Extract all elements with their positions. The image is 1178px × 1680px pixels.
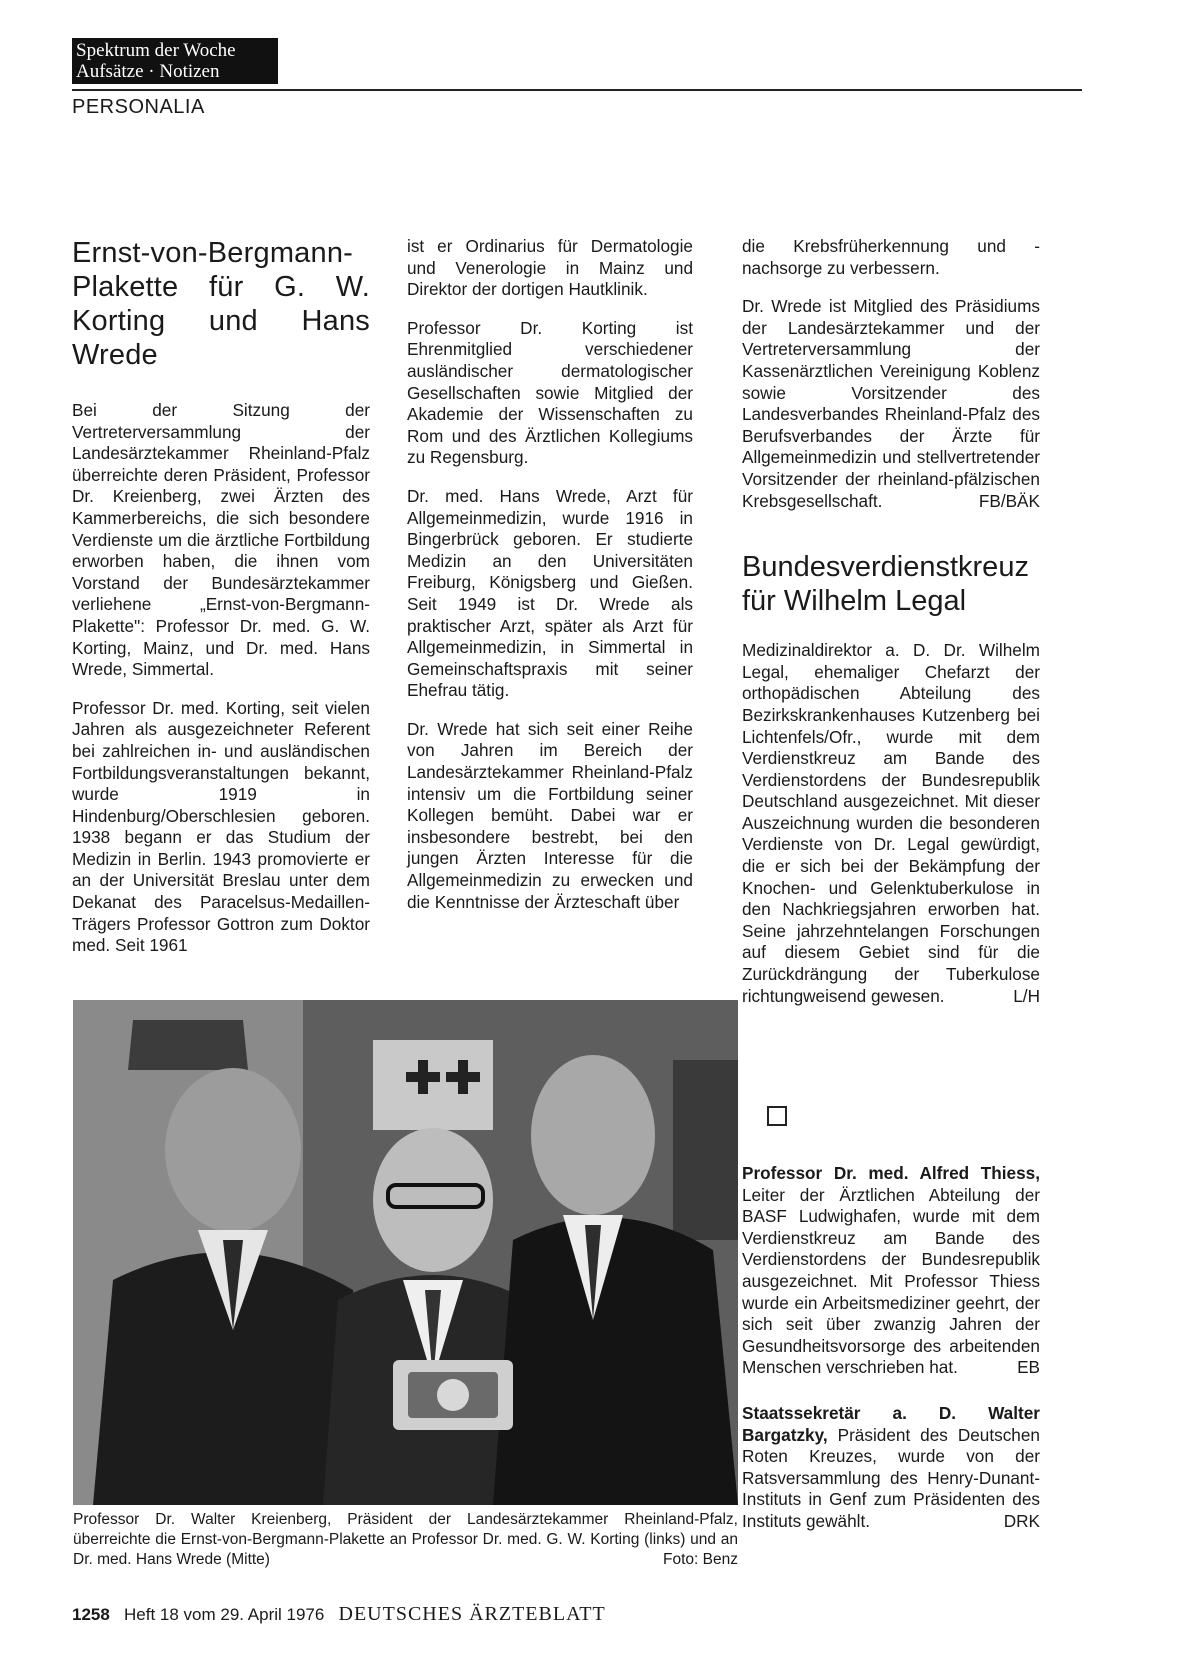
article1-paragraph-2a: Professor Dr. med. Korting, seit vielen Jahren als ausgezeichneter Referent bei zahlreichen in- und ausländischen Fortbildungsveranstaltungen bekannt, wurde 1919 in Hindenburg/Oberschlesien geboren. 1938 begann er das Studium der Medizin in Berlin. 1943 promovierte er an der Universität Breslau unter dem Dekanat des Paracelsus-Medaillen-Trägers Professor Gottron zum Doktor med. Seit 1961 xyxy=(72,697,370,956)
notice-bargatzky-name: Staatssekretär a. D. Walter Bargatzky, xyxy=(742,1402,1040,1445)
article1-paragraph-1: Bei der Sitzung der Vertreterversammlung der Landesärztekammer Rheinland-Pfalz überreichte deren Präsident, Professor Dr. Kreienberg, zwei Ärzten des Kammerbereichs, die sich besondere Verdienste um die ärztliche Fortbildung erworben haben, die ihnen vom Vorstand der Bundesärztekammer verliehene „Ernst-von-Bergmann-Plakette": Professor Dr. med. G. W. Korting, Mainz, und Dr. med. Hans Wrede, Simmertal. xyxy=(72,400,370,680)
header-rule xyxy=(72,89,1082,91)
article1-paragraph-5b: die Krebsfrüherkennung und -nachsorge zu verbessern. xyxy=(742,236,1040,278)
article1-paragraph-3: Professor Dr. Korting ist Ehrenmitglied verschiedener ausländischer dermatologischer Gesellschaften sowie Mitglied der Akademie der Wissenschaften zu Rom und des Ärztlichen Kollegiums zu Regensburg. xyxy=(407,317,693,468)
award-photo-illustration xyxy=(73,1000,738,1505)
article1-paragraph-6 xyxy=(742,296,1040,512)
section-tag-line1: Spektrum der Woche xyxy=(76,40,236,61)
article1-paragraph-2b: ist er Ordinarius für Dermatologie und Venerologie in Mainz und Direktor der dortigen Hautklinik. xyxy=(407,236,693,300)
article1-paragraph-4: Dr. med. Hans Wrede, Arzt für Allgemeinmedizin, wurde 1916 in Bingerbrück geboren. Er studierte Medizin an den Universitäten Freiburg, Königsberg und Gießen. Seit 1949 ist Dr. Wrede als praktischer Arzt, später als Arzt für Allgemeinmedizin, in Simmertal in Gemeinschaftspraxis mit seiner Ehefrau tätig. xyxy=(407,485,693,701)
separator-box xyxy=(767,1106,787,1126)
award-photo xyxy=(73,1000,738,1505)
article1-paragraph-6-text: Dr. Wrede ist Mitglied des Präsidiums der Landesärztekammer und der Vertreterversammlung der Kassenärztlichen Vereinigung Koblenz sowie Vorsitzender des Landesverbandes Rheinland-Pfalz des Berufsverbandes der Ärzte für Allgemeinmedizin und stellvertretender Vorsitzender der rheinland-pfälzischen Krebsgesellschaft. xyxy=(742,296,1040,511)
notice-thiess-signature: EB xyxy=(1017,1357,1040,1378)
column-1 xyxy=(72,236,370,974)
article1-signature: FB/BÄK xyxy=(978,490,1040,511)
notice-thiess-text: Leiter der Ärztlichen Abteilung der BASF Ludwighafen, wurde mit dem Verdienstkreuz am Bande des Verdienstordens der Bundesrepublik ausgezeichnet. Mit Professor Thiess wurde ein Arbeitsmediziner geehrt, der sich seit über zwanzig Jahren der Gesundheitsvorsorge des arbeitenden Menschen verschrieben hat. xyxy=(742,1184,1040,1378)
article1-title: Ernst-von-Bergmann-Plakette für G. W. Korting und Hans Wrede xyxy=(72,237,370,371)
column-3-notices xyxy=(742,1163,1040,1550)
column-3 xyxy=(742,236,1040,1024)
photo-credit: Foto: Benz xyxy=(663,1551,738,1568)
notice-thiess xyxy=(742,1163,1040,1379)
section-title: PERSONALIA xyxy=(72,96,205,118)
article2-signature: L/H xyxy=(1013,985,1040,1006)
notice-bargatzky-text: Präsident des Deutschen Roten Kreuzes, wurde von der Ratsversammlung des Henry-Dunant-Instituts in Genf zum Präsidenten des Instituts gewählt. xyxy=(742,1424,1040,1531)
section-tag xyxy=(72,38,278,84)
notice-bargatzky-signature: DRK xyxy=(1003,1510,1040,1531)
notice-bargatzky xyxy=(742,1403,1040,1533)
photo-caption-block xyxy=(73,1510,738,1570)
notice-thiess-name: Professor Dr. med. Alfred Thiess, xyxy=(742,1163,1040,1183)
section-tag-line2: Aufsätze · Notizen xyxy=(76,61,220,82)
issue-info: Heft 18 vom 29. April 1976 xyxy=(124,1605,325,1624)
article2-title: Bundesverdienstkreuz für Wilhelm Legal xyxy=(742,551,1029,618)
magazine-name: DEUTSCHES ÄRZTEBLATT xyxy=(338,1603,606,1625)
page-number: 1258 xyxy=(72,1605,110,1624)
article2-paragraph-1 xyxy=(742,640,1040,1007)
article1-paragraph-5a: Dr. Wrede hat sich seit einer Reihe von Jahren im Bereich der Landesärztekammer Rheinland-Pfalz intensiv um die Fortbildung seiner Kollegen bemüht. Dabei war er insbesondere bestrebt, bei den jungen Ärzten Interesse für die Allgemeinmedizin zu erwecken und die Kenntnisse der Ärzteschaft über xyxy=(407,718,693,912)
page-footer xyxy=(72,1603,606,1626)
photo-caption: Professor Dr. Walter Kreienberg, Präsident der Landesärztekammer Rheinland-Pfalz, überreichte die Ernst-von-Bergmann-Plakette an Professor Dr. med. G. W. Korting (links) und an Dr. med. Hans Wrede (Mitte) xyxy=(73,1511,738,1568)
article2-paragraph-1-text: Medizinaldirektor a. D. Dr. Wilhelm Legal, ehemaliger Chefarzt der orthopädischen Abteilung des Bezirkskrankenhauses Kutzenberg bei Lichtenfels/Ofr., wurde mit dem Verdienstkreuz am Bande des Verdienstordens der Bundesrepublik Deutschland ausgezeichnet. Mit dieser Auszeichnung wurden die besonderen Verdienste von Dr. Legal gewürdigt, die er sich bei der Bekämpfung der Knochen- und Gelenktuberkulose in den Nachkriegsjahren erworben hat. Seine jahrzehntelangen Forschungen auf diesem Gebiet sind für die Zurückdrängung der Tuberkulose richtungweisend gewesen. xyxy=(742,640,1040,1006)
column-2 xyxy=(407,236,693,930)
